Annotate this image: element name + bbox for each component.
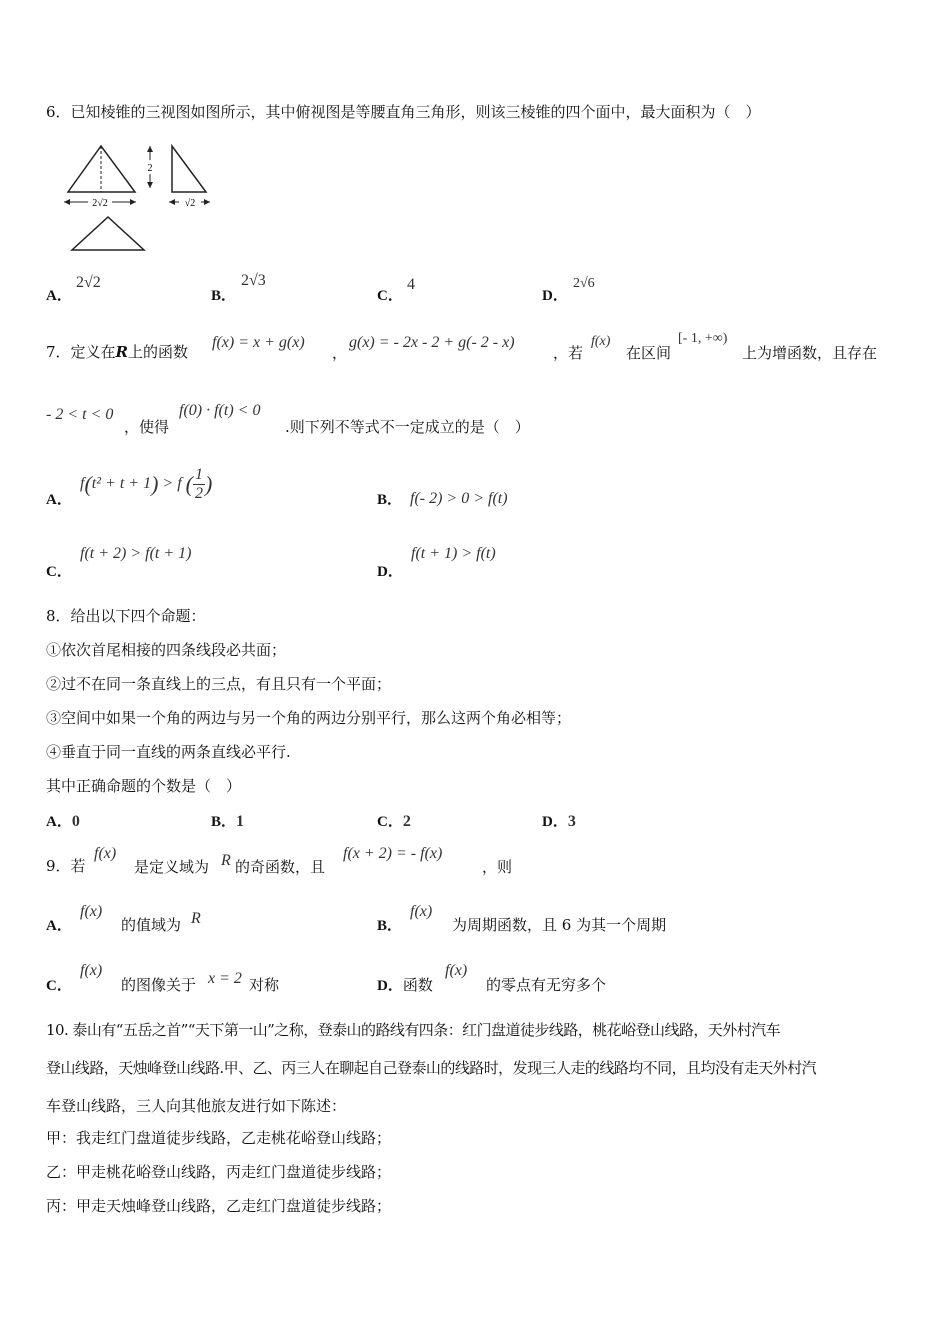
q9-option-c[interactable]: C． bbox=[46, 978, 72, 994]
q7-option-d[interactable]: D． bbox=[377, 564, 403, 580]
q8-item-1: ①依次首尾相接的四条线段必共面； bbox=[46, 641, 287, 659]
q10-line-3: 车登山线路，三人向其他旅友进行如下陈述： bbox=[46, 1097, 347, 1115]
q10-line-1: 10. 泰山有“五岳之首”“天下第一山”之称，登泰山的路线有四条：红门盘道徒步线路，桃花峪登山线路，天外村汽车 bbox=[46, 1021, 781, 1039]
q7-option-b[interactable]: B． bbox=[377, 492, 403, 508]
q6-option-c[interactable]: C． bbox=[377, 288, 403, 304]
q9-option-a[interactable]: A． bbox=[46, 918, 72, 934]
q8-item-4: ④垂直于同一直线的两条直线必平行. bbox=[46, 743, 291, 761]
q7-option-b-value: f(- 2) > 0 > f(t) bbox=[410, 490, 508, 507]
q10-line-2: 登山线路，天烛峰登山线路.甲、乙、丙三人在聊起自己登泰山的线路时，发现三人走的线路均不同，且均没有走天外村汽 bbox=[46, 1059, 817, 1077]
q6-option-a-value: 2√2 bbox=[76, 274, 101, 291]
q7-option-c-value: f(t + 2) > f(t + 1) bbox=[80, 545, 192, 562]
q8-option-c[interactable]: C．2 bbox=[377, 813, 411, 830]
q7-option-a-value: f(t² + t + 1) > f ( $\frac{1}{2}$ ) bbox=[80, 466, 213, 502]
q8-stem: 8．给出以下四个命题： bbox=[46, 607, 206, 625]
front-dim-label: 2√2 bbox=[92, 198, 108, 209]
q8-option-a[interactable]: A．0 bbox=[46, 813, 80, 830]
q8-option-b[interactable]: B．1 bbox=[211, 813, 245, 830]
q7-condition: - 2 < t < 0 bbox=[46, 406, 114, 423]
q7-stem-line1: 7．定义在R上的函数 bbox=[46, 343, 189, 361]
q6-option-a[interactable]: A． bbox=[46, 288, 72, 304]
q7-f-definition: f(x) = x + g(x) bbox=[212, 334, 305, 351]
q8-ask: 其中正确命题的个数是（ ） bbox=[46, 777, 242, 795]
q9-stem-prefix: 9．若 bbox=[46, 857, 86, 875]
q10-statement-yi: 乙：甲走桃花峪登山线路，丙走红门盘道徒步线路； bbox=[46, 1163, 392, 1181]
q6-option-c-value: 4 bbox=[407, 276, 415, 293]
q9-option-d[interactable]: D．函数 bbox=[377, 976, 433, 994]
side-view-triangle bbox=[172, 146, 206, 192]
side-dim-label: √2 bbox=[184, 198, 196, 209]
top-view-triangle bbox=[72, 217, 144, 250]
q9-equation: f(x + 2) = - f(x) bbox=[343, 845, 443, 862]
q6-option-b[interactable]: B． bbox=[211, 288, 237, 304]
q6-stem: 6．已知棱锥的三视图如图所示，其中俯视图是等腰直角三角形，则该三棱锥的四个面中，最大面积为（ ） bbox=[46, 103, 761, 121]
q8-item-3: ③空间中如果一个角的两边与另一个角的两边分别平行，那么这两个角必相等； bbox=[46, 709, 572, 727]
q7-option-a[interactable]: A． bbox=[46, 492, 72, 508]
height-dim-label: 2 bbox=[147, 163, 153, 174]
q6-option-d-value: 2√6 bbox=[573, 276, 595, 291]
q7-product: f(0) · f(t) < 0 bbox=[179, 402, 261, 419]
q6-option-d[interactable]: D． bbox=[542, 288, 568, 304]
q6-option-b-value: 2√3 bbox=[241, 272, 266, 289]
q7-option-c[interactable]: C． bbox=[46, 564, 72, 580]
three-view-figure bbox=[60, 140, 220, 255]
q10-statement-bing: 丙：甲走天烛峰登山线路，乙走红门盘道徒步线路； bbox=[46, 1197, 392, 1215]
q10-statement-jia: 甲：我走红门盘道徒步线路，乙走桃花峪登山线路； bbox=[46, 1129, 392, 1147]
q7-interval: [- 1, +∞) bbox=[678, 331, 728, 346]
q7-g-definition: g(x) = - 2x - 2 + g(- 2 - x) bbox=[349, 334, 515, 351]
q8-item-2: ②过不在同一条直线上的三点，有且只有一个平面； bbox=[46, 675, 392, 693]
q8-option-d[interactable]: D．3 bbox=[542, 813, 576, 830]
q9-option-b[interactable]: B． bbox=[377, 918, 403, 934]
q7-option-d-value: f(t + 1) > f(t) bbox=[411, 545, 496, 562]
